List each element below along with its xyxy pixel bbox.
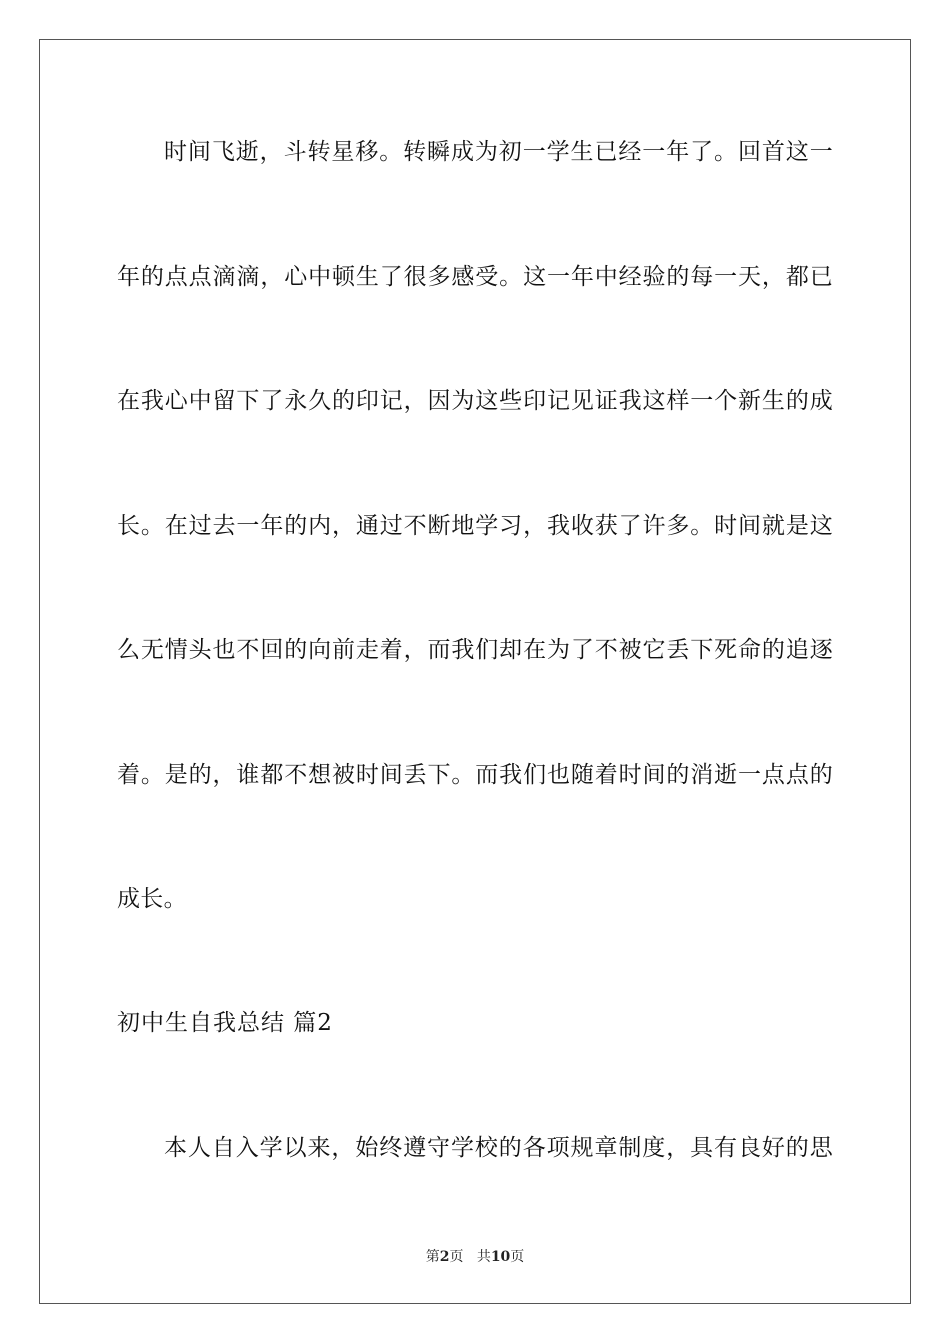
paragraph-line: 着。是的，谁都不想被时间丢下。而我们也随着时间的消逝一点点的 bbox=[117, 762, 833, 788]
total-prefix: 共 bbox=[476, 1249, 491, 1265]
page-prefix: 第 bbox=[425, 1249, 440, 1265]
total-suffix: 页 bbox=[510, 1249, 525, 1265]
page-frame bbox=[39, 39, 911, 1304]
paragraph-line: 长。在过去一年的内，通过不断地学习，我收获了许多。时间就是这 bbox=[117, 513, 833, 539]
page-suffix: 页 bbox=[449, 1249, 464, 1265]
total-pages: 10 bbox=[490, 1249, 511, 1265]
paragraph-line: 么无情头也不回的向前走着，而我们却在为了不被它丢下死命的追逐 bbox=[117, 637, 833, 663]
section-heading: 初中生自我总结 篇2 bbox=[117, 1010, 333, 1036]
paragraph-line: 年的点点滴滴，心中顿生了很多感受。这一年中经验的每一天，都已 bbox=[117, 264, 833, 290]
paragraph-line: 本人自入学以来，始终遵守学校的各项规章制度，具有良好的思 bbox=[164, 1135, 833, 1161]
page-number: 2 bbox=[439, 1249, 450, 1265]
page-footer bbox=[0, 1248, 950, 1266]
paragraph-line: 在我心中留下了永久的印记，因为这些印记见证我这样一个新生的成 bbox=[117, 388, 833, 414]
paragraph-line: 成长。 bbox=[117, 886, 187, 912]
paragraph-line: 时间飞逝，斗转星移。转瞬成为初一学生已经一年了。回首这一 bbox=[164, 139, 833, 165]
